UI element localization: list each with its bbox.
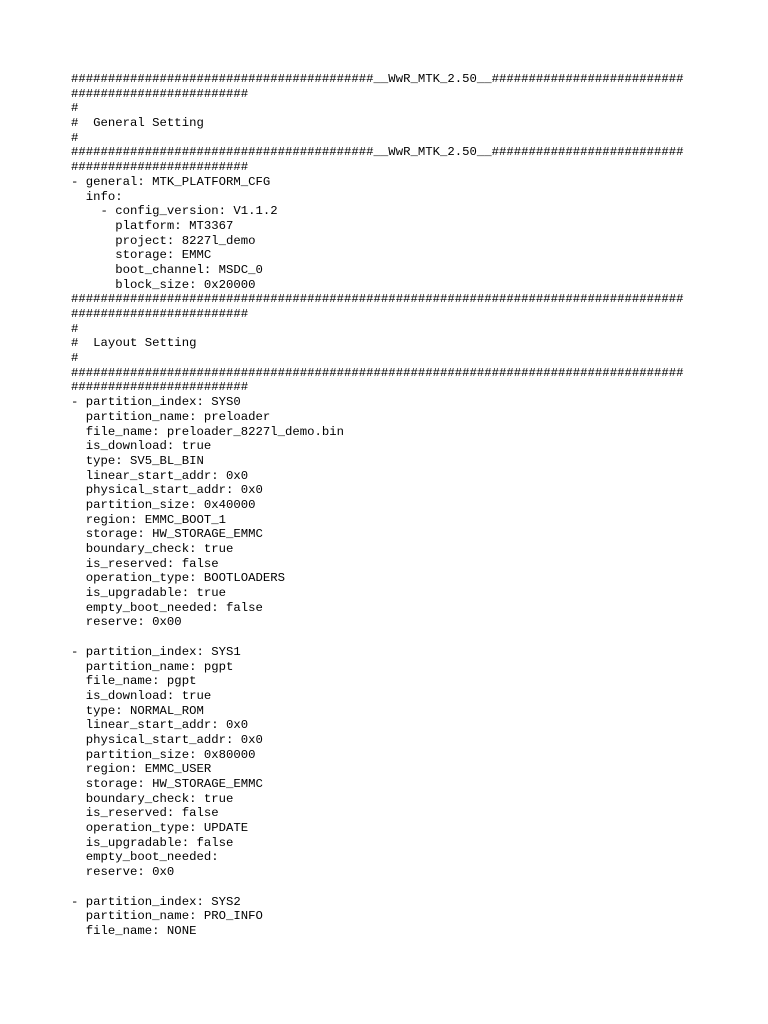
partition-sys1-line: region: EMMC_USER — [71, 762, 212, 777]
banner-line: #########################################__WwR_MTK_2.50__########################## — [71, 145, 684, 160]
partition-sys1-line: operation_type: UPDATE — [71, 821, 249, 836]
partition-sys1-line: is_reserved: false — [71, 806, 219, 821]
partition-sys0-line: storage: HW_STORAGE_EMMC — [71, 527, 263, 542]
comment-line: # — [71, 130, 79, 145]
partition-sys0-line: linear_start_addr: 0x0 — [71, 468, 249, 483]
config-line: boot_channel: MSDC_0 — [71, 262, 263, 277]
config-line: platform: MT3367 — [71, 218, 234, 233]
blank-line — [71, 880, 711, 895]
banner-line: ################################################################################### — [71, 292, 684, 307]
partition-sys1-line: - partition_index: SYS1 — [71, 644, 241, 659]
partition-sys0-line: region: EMMC_BOOT_1 — [71, 512, 226, 527]
partition-sys0-line: is_download: true — [71, 439, 212, 454]
partition-sys1-line: partition_name: pgpt — [71, 659, 234, 674]
partition-sys2-line: partition_name: PRO_INFO — [71, 909, 263, 924]
partition-sys0-line: operation_type: BOOTLOADERS — [71, 571, 286, 586]
config-line: storage: EMMC — [71, 248, 212, 263]
banner-line: ######################## — [71, 160, 249, 175]
config-line: info: — [71, 189, 123, 204]
config-line: - general: MTK_PLATFORM_CFG — [71, 174, 271, 189]
partition-sys0-line: file_name: preloader_8227l_demo.bin — [71, 424, 345, 439]
partition-sys0-line: is_reserved: false — [71, 556, 219, 571]
partition-sys1-line: reserve: 0x0 — [71, 865, 175, 880]
partition-sys0-line: empty_boot_needed: false — [71, 600, 263, 615]
banner-line: ################################################################################### — [71, 365, 684, 380]
comment-line: # — [71, 101, 79, 116]
partition-sys0-line: - partition_index: SYS0 — [71, 395, 241, 410]
partition-sys1-line: empty_boot_needed: — [71, 850, 219, 865]
blank-line — [71, 630, 711, 645]
partition-sys1-line: is_upgradable: false — [71, 835, 234, 850]
banner-line: ######################## — [71, 307, 249, 321]
comment-line: # — [71, 321, 79, 336]
banner-line: ######################## — [71, 380, 249, 395]
partition-sys0-line: physical_start_addr: 0x0 — [71, 483, 263, 498]
config-line: block_size: 0x20000 — [71, 277, 256, 292]
partition-sys1-line: partition_size: 0x80000 — [71, 747, 256, 762]
partition-sys0-line: reserve: 0x00 — [71, 615, 182, 630]
document-text — [71, 72, 711, 939]
partition-sys2-line: - partition_index: SYS2 — [71, 894, 241, 909]
partition-sys1-line: is_download: true — [71, 688, 212, 703]
partition-sys1-line: storage: HW_STORAGE_EMMC — [71, 777, 263, 791]
banner-line: ######################## — [71, 86, 249, 101]
partition-sys0-line: partition_size: 0x40000 — [71, 497, 256, 512]
banner-line: #########################################__WwR_MTK_2.50__########################## — [71, 72, 684, 86]
partition-sys0-line: type: SV5_BL_BIN — [71, 453, 204, 468]
section-heading-layout: # Layout Setting — [71, 336, 197, 351]
partition-sys1-line: boundary_check: true — [71, 791, 234, 806]
partition-sys1-line: file_name: pgpt — [71, 674, 197, 689]
partition-sys1-line: physical_start_addr: 0x0 — [71, 732, 263, 747]
config-line: - config_version: V1.1.2 — [71, 204, 278, 219]
config-line: project: 8227l_demo — [71, 233, 256, 248]
partition-sys1-line: type: NORMAL_ROM — [71, 703, 204, 718]
partition-sys2-line: file_name: NONE — [71, 923, 197, 938]
partition-sys1-line: linear_start_addr: 0x0 — [71, 718, 249, 733]
section-heading-general: # General Setting — [71, 116, 204, 131]
partition-sys0-line: is_upgradable: true — [71, 586, 226, 601]
partition-sys0-line: partition_name: preloader — [71, 409, 271, 424]
comment-line: # — [71, 351, 79, 366]
partition-sys0-line: boundary_check: true — [71, 542, 234, 556]
